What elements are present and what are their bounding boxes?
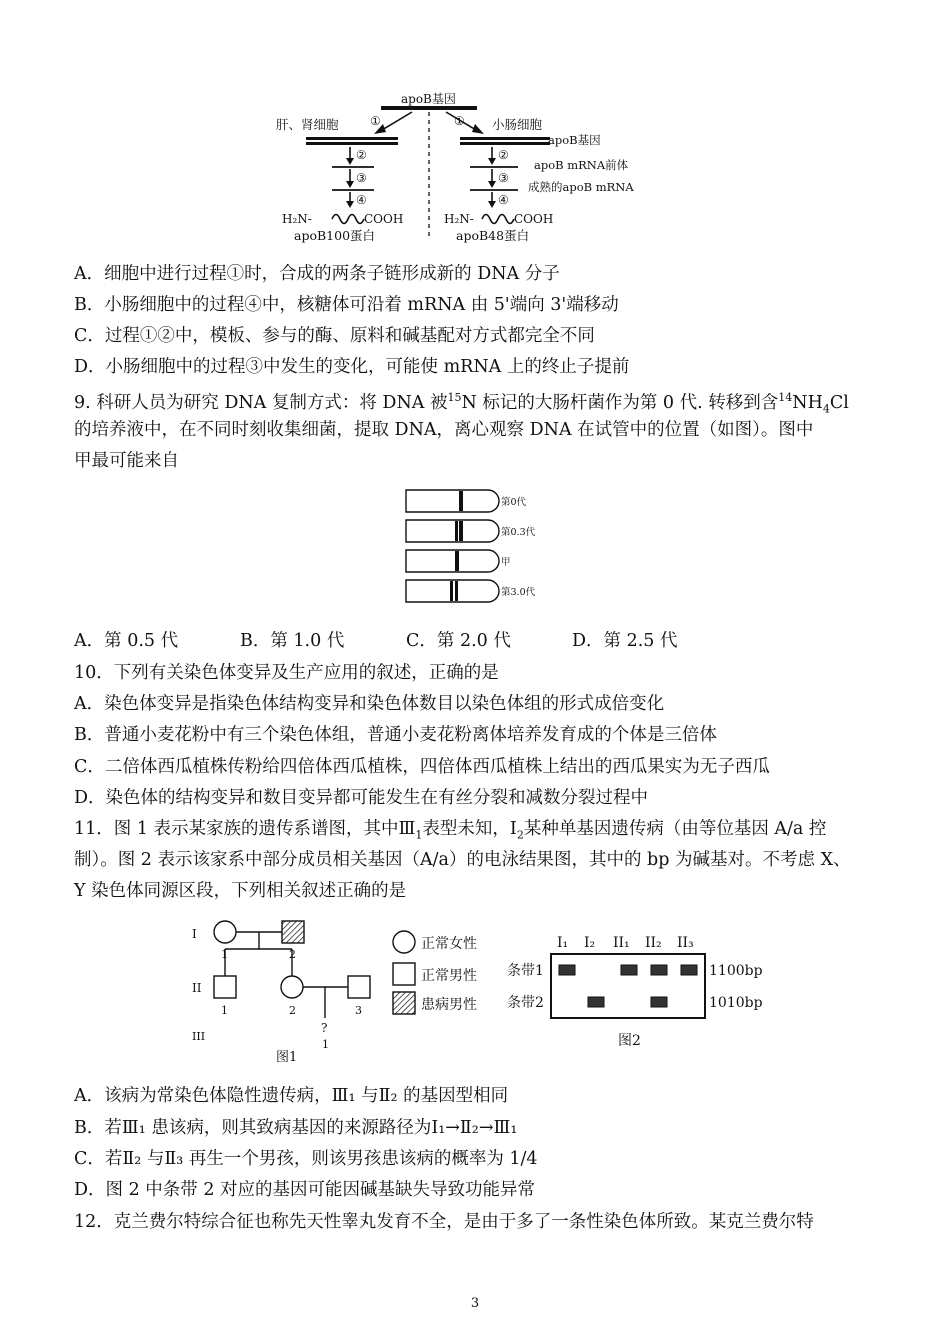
q9-option-a: A．第 0.5 代 (74, 631, 179, 651)
q10-option-a: A．染色体变异是指染色体结构变异和染色体数目以染色体组的形式成倍变化 (74, 694, 665, 714)
q11-stem-line1: 11．图 1 表示某家族的遗传系谱图，其中$Ⅲ_1$表型未知，$I_2$某种单基因遗传病（由等位基因 A/a 控 (74, 819, 827, 842)
mature-mrna-label: 成熟的apoB mRNA (528, 180, 634, 194)
band1-II3 (681, 965, 697, 975)
gen-label-2: II (192, 981, 202, 995)
right-cells-label: 小肠细胞 (492, 117, 543, 132)
protein-c-left: COOH (364, 212, 404, 226)
lane-label-I1: I₁ (557, 935, 569, 951)
legend-affected-symbol (393, 992, 415, 1014)
legend-female-label: 正常女性 (421, 936, 477, 952)
pedigree-figure (188, 916, 388, 1066)
bp2-label: 1010bp (709, 995, 763, 1011)
q9-option-c: C．第 2.0 代 (406, 631, 511, 651)
pedigree-I1 (214, 921, 236, 943)
legend-male-symbol (393, 963, 415, 985)
band-gen03-heavy (459, 521, 463, 541)
band1-I1 (559, 965, 575, 975)
band-jia-mid (455, 551, 459, 571)
step1-right: ① (454, 114, 465, 128)
tube-label-gen03: 第0.3代 (501, 527, 536, 538)
q11-option-b: B．若Ⅲ₁ 患该病，则其致病基因的来源路径为I₁→Ⅱ₂→Ⅲ₁ (74, 1118, 518, 1138)
tube-label-gen0: 第0代 (501, 497, 527, 508)
left-cells-label: 肝、肾细胞 (276, 117, 339, 132)
q9-stem-line2: 的培养液中，在不同时刻收集细菌，提取 DNA，离心观察 DNA 在试管中的位置（如图）。图中 (74, 420, 814, 440)
legend-male-label: 正常男性 (421, 968, 477, 984)
page-number: 3 (470, 1296, 480, 1311)
ped-num-II3: 3 (355, 1004, 362, 1017)
pedigree-legend (390, 928, 500, 1020)
step4-left: ④ (356, 193, 367, 207)
q11-stem-line2: 制）。图 2 表示该家系中部分成员相关基因（A/a）的电泳结果图，其中的 bp 为碱基对。不考虑 X、 (74, 850, 851, 870)
q11-option-c: C．若Ⅱ₂ 与Ⅱ₃ 再生一个男孩，则该男孩患该病的概率为 1/4 (74, 1149, 538, 1169)
q8-option-d: D．小肠细胞中的过程③中发生的变化，可能使 mRNA 上的终止子提前 (74, 357, 630, 377)
q9-stem-line1: 9. 科研人员为研究 DNA 复制方式：将 DNA 被$^{15}$N 标记的大肠杆菌作为第 0 代. 转移到含$^{14}NH_4Cl$ (74, 391, 849, 416)
protein-n-left: H₂N- (282, 212, 312, 226)
band2-I2 (588, 997, 604, 1007)
q8-option-c: C．过程①②中，模板、参与的酶、原料和碱基配对方式都完全不同 (74, 326, 595, 346)
legend-female-symbol (393, 931, 415, 953)
step1-left: ① (370, 114, 381, 128)
pedigree-II1 (214, 976, 236, 998)
ped-num-III1: 1 (322, 1038, 329, 1051)
step3-right: ③ (498, 171, 509, 185)
lane-label-II1: II₁ (613, 935, 630, 951)
ped-num-I2: 2 (289, 948, 296, 961)
q12-stem: 12．克兰费尔特综合征也称先天性睾丸发育不全，是由于多了一条性染色体所致。某克兰费尔特 (74, 1212, 814, 1232)
band2-II2 (651, 997, 667, 1007)
apob100-label: apoB100蛋白 (294, 228, 376, 243)
apob48-label: apoB48蛋白 (456, 228, 530, 243)
gene-bar (381, 106, 477, 110)
q10-option-d: D．染色体的结构变异和数目变异都可能发生在有丝分裂和减数分裂过程中 (74, 788, 649, 808)
q11-option-d: D．图 2 中条带 2 对应的基因可能因碱基缺失导致功能异常 (74, 1180, 536, 1200)
gen-label-1: I (192, 927, 197, 941)
step3-left: ③ (356, 171, 367, 185)
tube-gen03 (406, 520, 499, 542)
apob-expression-diagram (270, 88, 690, 250)
pedigree-I2 (282, 921, 304, 943)
q9-option-d: D．第 2.5 代 (572, 631, 678, 651)
gene-label: apoB基因 (401, 92, 456, 106)
right-gene-label: apoB基因 (548, 133, 601, 147)
centrifuge-tubes-figure (404, 488, 554, 612)
protein-n-right: H₂N- (444, 212, 474, 226)
protein-chain-right (482, 215, 514, 224)
band-gen30-mid (455, 581, 458, 601)
gen-label-3: III (192, 1030, 206, 1043)
ped-num-I1: 1 (221, 948, 228, 961)
pedigree-II3 (348, 976, 370, 998)
gel-frame (551, 954, 705, 1018)
tube-gen0 (406, 490, 499, 512)
band-gen03-mid (455, 521, 458, 541)
electrophoresis-figure (505, 928, 780, 1056)
tube-label-gen30: 第3.0代 (501, 587, 536, 598)
band2-label: 条带2 (507, 995, 544, 1011)
band-gen30-light (450, 581, 453, 601)
band-gen0-heavy (459, 491, 463, 511)
band1-label: 条带1 (507, 963, 544, 979)
ped-num-II2: 2 (289, 1004, 296, 1017)
tube-label-jia: 甲 (501, 557, 511, 568)
band1-II1 (621, 965, 637, 975)
q11-stem-line3: Y 染色体同源区段，下列相关叙述正确的是 (74, 881, 407, 901)
q9-stem-line3: 甲最可能来自 (74, 451, 179, 471)
q8-option-a: A．细胞中进行过程①时，合成的两条子链形成新的 DNA 分子 (74, 264, 560, 284)
q8-option-b: B．小肠细胞中的过程④中，核糖体可沿着 mRNA 由 5'端向 3'端移动 (74, 295, 619, 315)
mrna-precursor-label: apoB mRNA前体 (534, 158, 629, 172)
pedigree-II2 (281, 976, 303, 998)
step2-right: ② (498, 148, 509, 162)
ped-question: ? (321, 1021, 328, 1035)
lane-label-II2: II₂ (645, 935, 662, 951)
fig2-caption: 图2 (618, 1033, 641, 1049)
protein-c-right: COOH (514, 212, 554, 226)
legend-affected-label: 患病男性 (421, 997, 477, 1013)
q11-option-a: A．该病为常染色体隐性遗传病，Ⅲ₁ 与Ⅱ₂ 的基因型相同 (74, 1086, 509, 1106)
protein-chain-left (332, 215, 364, 224)
q9-option-b: B．第 1.0 代 (240, 631, 345, 651)
band1-II2 (651, 965, 667, 975)
q9-options (74, 630, 678, 652)
q10-option-b: B．普通小麦花粉中有三个染色体组，普通小麦花粉离体培养发育成的个体是三倍体 (74, 725, 717, 745)
lane-label-I2: I₂ (584, 935, 596, 951)
lane-label-II3: II₃ (677, 935, 694, 951)
tube-jia (406, 550, 499, 572)
step4-right: ④ (498, 193, 509, 207)
fig1-caption: 图1 (276, 1050, 298, 1065)
ped-num-II1: 1 (221, 1004, 228, 1017)
q10-stem: 10．下列有关染色体变异及生产应用的叙述，正确的是 (74, 663, 499, 683)
bp1-label: 1100bp (709, 963, 763, 979)
step2-left: ② (356, 148, 367, 162)
q10-option-c: C．二倍体西瓜植株传粉给四倍体西瓜植株，四倍体西瓜植株上结出的西瓜果实为无子西瓜 (74, 757, 770, 777)
